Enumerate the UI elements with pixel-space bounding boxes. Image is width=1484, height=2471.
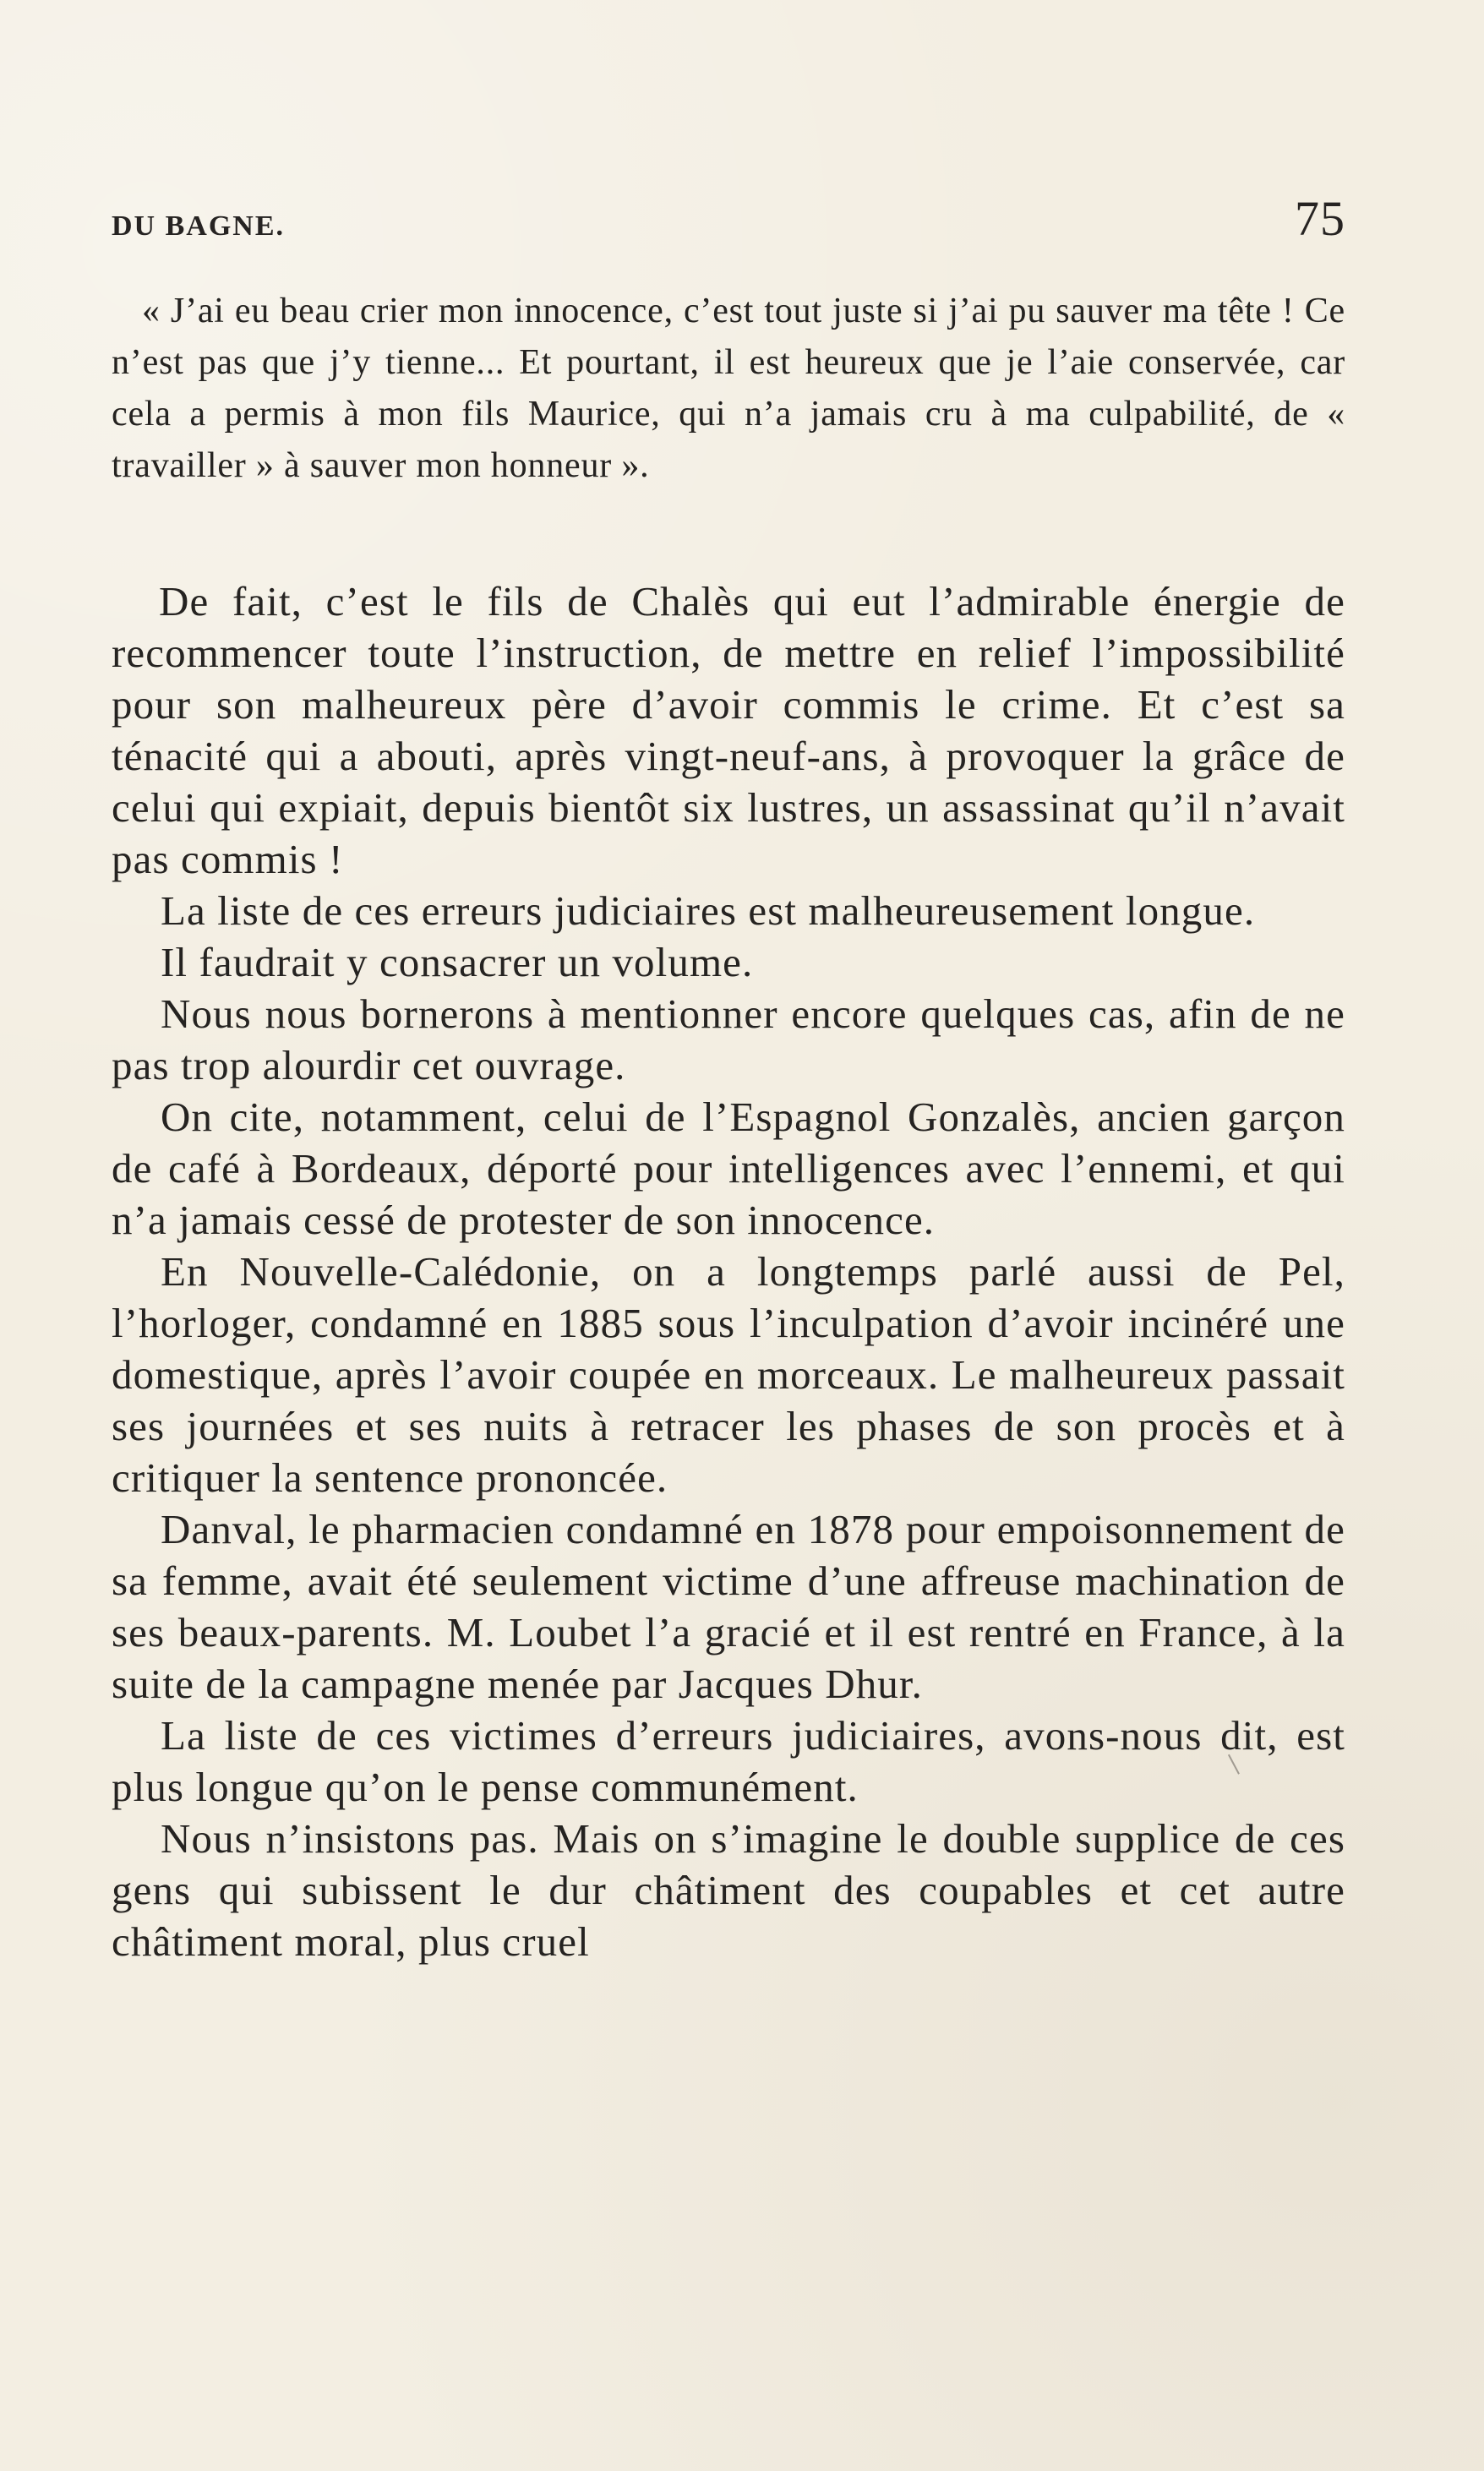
body-text bbox=[112, 575, 1345, 1967]
paragraph-list-errors: La liste de ces erreurs judiciaires est malheureusement longue. bbox=[161, 887, 1256, 934]
paragraph-chales-son: De fait, c’est le fils de Chalès qui eut l’admirable énergie de recommencer toute l’instruction, de mettre en relief l’impossibilité pour son malheureux père d’avoir commis le crime. Et c’est sa ténacité qui a abouti, après vingt-neuf-ans, à provoquer la grâce de celui qui expiait, depuis bientôt six lustres, un assassinat qu’il n’avait pas commis ! bbox=[112, 578, 1345, 882]
paragraph-volume: Il faudrait y consacrer un volume. bbox=[161, 939, 754, 985]
paragraph-victims-list: La liste de ces victimes d’erreurs judiciaires, avons-nous dit, est plus longue qu’on le pense communément. bbox=[112, 1712, 1345, 1810]
paragraph-gonzales: On cite, notamment, celui de l’Espagnol Gonzalès, ancien garçon de café à Bordeaux, déporté pour intelligences avec l’ennemi, et qui n’a jamais cessé de protester de son innocence. bbox=[112, 1094, 1345, 1243]
page-number: 75 bbox=[1295, 191, 1345, 246]
paragraph-danval: Danval, le pharmacien condamné en 1878 pour empoisonnement de sa femme, avait été seulement victime d’une affreuse machination de ses beaux-parents. M. Loubet l’a gracié et il est rentré en France, à la suite de la campagne menée par Jacques Dhur. bbox=[112, 1506, 1345, 1707]
paragraph-few-cases: Nous nous bornerons à mentionner encore quelques cas, afin de ne pas trop alourdir cet ouvrage. bbox=[112, 990, 1345, 1088]
quoted-paragraph: « J’ai eu beau crier mon innocence, c’est tout juste si j’ai pu sauver ma tête ! Ce n’est pas que j’y tienne... Et pourtant, il est heureux que je l’aie conservée, car cela a permis à mon fils Maurice, qui n’a jamais cru à ma culpabilité, de « travailler » à sauver mon honneur ». bbox=[112, 292, 1345, 485]
running-head bbox=[112, 191, 1345, 254]
running-title: DU BAGNE. bbox=[112, 210, 286, 242]
paragraph-double-supplice: Nous n’insistons pas. Mais on s’imagine le double supplice de ces gens qui subissent le dur châtiment des coupables et cet autre châtiment moral, plus cruel bbox=[112, 1815, 1345, 1965]
paragraph-pel: En Nouvelle-Calédonie, on a longtemps parlé aussi de Pel, l’horloger, condamné en 1885 sous l’inculpation d’avoir incinéré une domestique, après l’avoir coupée en morceaux. Le malheureux passait ses journées et ses nuits à retracer les phases de son procès et à critiquer la sentence prononcée. bbox=[112, 1248, 1345, 1501]
